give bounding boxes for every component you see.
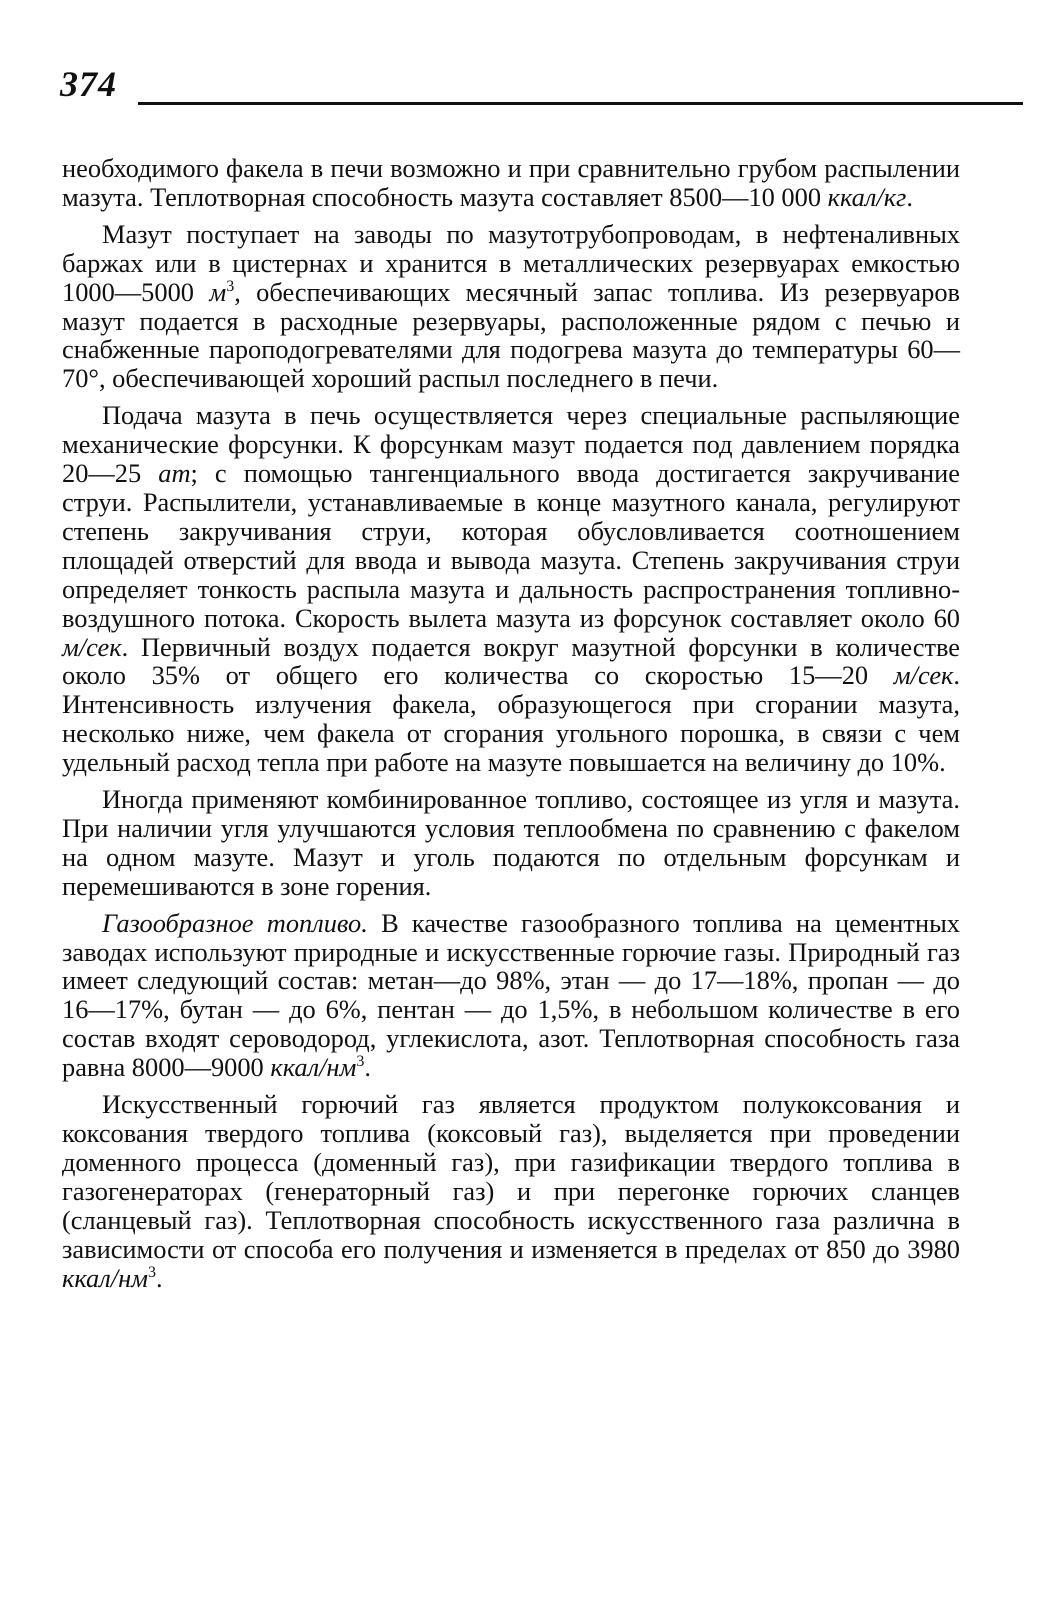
paragraph-3-text-c: . Первичный воздух подается вокруг мазутной форсунки в количестве около 35% от общего его количества со скоростью 15—20 (62, 631, 960, 691)
paragraph-3 (62, 401, 960, 777)
paragraph-1 (62, 154, 960, 212)
paragraph-6 (62, 1090, 960, 1292)
paragraph-6-tail: . (156, 1262, 163, 1293)
unit-cubic-meter-sup: 3 (226, 277, 235, 295)
unit-atm: ат (158, 458, 191, 489)
page-header (60, 62, 960, 112)
paragraph-4-text: Иногда применяют комбинированное топливо, состоящее из угля и мазута. При наличии угля улучшаются условия теплообмена по сравнению с факелом на одном мазуте. Мазут и уголь подаются по отдельным форсункам и перемешиваются в зоне горения. (62, 784, 960, 901)
paragraph-5-tail: . (364, 1052, 371, 1083)
paragraph-2-text-a: Мазут поступает на заводы по мазутотрубопроводам, в нефтеналивных баржах или в цистернах и хранится в металлических резервуарах емкостью 1000—5000 (62, 218, 960, 307)
page-number: 374 (60, 64, 117, 104)
unit-kcal-kg: ккал/кг (827, 181, 907, 212)
paragraph-1-text: необходимого факела в печи возможно и при сравнительно грубом распылении мазута. Теплотворная способность мазута составляет 8500—10 000 (62, 153, 960, 212)
unit-cubic-meter: м (209, 276, 227, 307)
paragraph-4 (62, 785, 960, 901)
paragraph-2-text-b: , обеспечивающих месячный запас топлива. Из резервуаров мазут подается в расходные резервуары, расположенные рядом с печью и снабженные пароподогревателями для подогрева мазута до температуры 60—70°, обеспечивающей хороший распыл последнего в печи. (62, 276, 960, 394)
paragraph-3-text-d: . Интенсивность излучения факела, образующегося при сгорании мазута, несколько ниже, чем факела от сгорания угольного порошка, в связи с чем удельный расход тепла при работе на мазуте повышается на величину до 10%. (62, 660, 960, 778)
paragraph-2 (62, 220, 960, 393)
paragraph-3-text-b: ; с помощью тангенциального ввода достигается закручивание струи. Распылители, устанавливаемые в конце мазутного канала, регулируют степень закручивания струи, которая обусловливается соотношением площадей отверстий для ввода и вывода мазута. Степень закручивания струи определяет тонкость распыла мазута и дальность распространения топливно-воздушного потока. Скорость вылета мазута из форсунок составляет около 60 (62, 458, 960, 633)
unit-kcal-nm3: ккал/нм (270, 1052, 357, 1083)
paragraph-1-tail: . (906, 181, 913, 212)
unit-kcal-nm3-sup: 3 (356, 1053, 365, 1071)
paragraph-3-text-a: Подача мазута в печь осуществляется через специальные распыляющие механические форсунки. К форсункам мазут подается под давлением порядка 20—25 (62, 400, 960, 489)
unit-m-sec-2: м/сек (893, 660, 954, 691)
header-rule (138, 102, 1023, 105)
paragraph-5 (62, 909, 960, 1082)
paragraph-6-text: Искусственный горючий газ является продуктом полукоксования и коксования твердого топлива (коксовый газ), выделяется при проведении доменного процесса (доменный газ), при газификации твердого топлива в газогенераторах (генераторный газ) и при перегонке горючих сланцев (сланцевый газ). Теплотворная способность искусственного газа различна в зависимости от способа его получения и изменяется в пределах от 850 до 3980 (62, 1089, 960, 1264)
unit-kcal-nm3-2-sup: 3 (148, 1263, 157, 1281)
section-heading-gaseous-fuel: Газообразное топливо. (102, 907, 368, 938)
paragraph-5-text: В качестве газообразного топлива на цементных заводах используют природные и искусственные горючие газы. Природный газ имеет следующий состав: метан—до 98%, этан — до 17—18%, пропан — до 16—17%, бутан — до 6%, пентан — до 1,5%, в небольшом количестве в его состав входят сероводород, углекислота, азот. Теплотворная способность газа равна 8000—9000 (62, 907, 960, 1083)
unit-m-sec-1: м/сек (62, 631, 122, 662)
unit-kcal-nm3-2: ккал/нм (62, 1262, 149, 1293)
page-body (62, 154, 960, 1300)
